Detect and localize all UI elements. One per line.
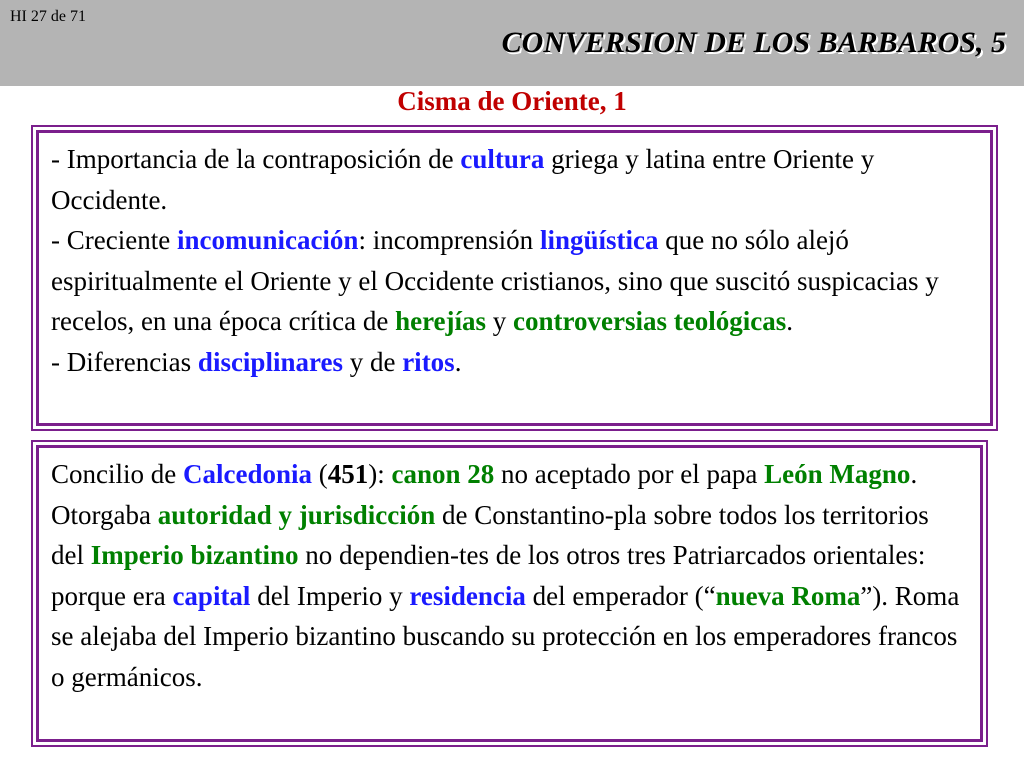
causes-box <box>36 130 993 426</box>
text-run: no dependien-tes de los otros tres Patriarcados orientales: porque era <box>51 540 926 611</box>
text-run: griega y latina entre Oriente y Occidente. <box>51 144 875 215</box>
text-run: . Otorgaba <box>51 459 918 530</box>
cause-culture <box>51 139 978 220</box>
text-run: ”). Roma se alejaba del Imperio bizantino buscando su protección en los emperadores francos o germánicos. <box>51 580 960 692</box>
highlight-incomunicacion: incomunicación <box>176 225 359 255</box>
highlight-year: 451 <box>327 459 369 489</box>
text-run: ): <box>368 459 392 489</box>
text-run: de Constantino-pla sobre todos los territorios del <box>51 499 929 570</box>
highlight-controversias: controversias teológicas <box>513 306 787 336</box>
text-run: y de <box>342 346 403 377</box>
highlight-canon: canon 28 <box>391 459 495 489</box>
highlight-calcedonia: Calcedonia <box>182 459 312 489</box>
highlight-herejias: herejías <box>395 306 487 336</box>
text-run: no aceptado por el papa <box>494 459 765 489</box>
highlight-nueva-roma: nueva Roma <box>715 580 861 611</box>
text-run: . <box>454 346 462 377</box>
text-run: y <box>486 306 514 336</box>
slide-number: HI 27 de 71 <box>10 8 86 25</box>
highlight-autoridad: autoridad y jurisdicción <box>157 499 436 530</box>
highlight-capital: capital <box>172 580 251 611</box>
text-run: que no sólo alejó espiritualmente el Oriente y el Occidente cristianos, sino que suscitó suspicacias y recelos, en una época crítica de <box>51 225 939 336</box>
highlight-linguistica: lingüística <box>539 225 659 255</box>
cause-communication <box>51 220 978 342</box>
text-run: . <box>786 306 793 336</box>
slide-header <box>0 0 1024 86</box>
highlight-imperio-bizantino: Imperio bizantino <box>90 540 299 570</box>
slide-title: CONVERSION DE LOS BARBAROS, 5 <box>501 26 1006 59</box>
highlight-ritos: ritos <box>402 346 455 377</box>
slide-subtitle: Cisma de Oriente, 1 <box>397 86 627 116</box>
council-paragraph <box>51 454 968 697</box>
text-run: - Diferencias <box>51 346 198 377</box>
cause-rites <box>51 342 978 383</box>
highlight-disciplinares: disciplinares <box>197 346 343 377</box>
highlight-residencia: residencia <box>409 580 526 611</box>
text-run: del Imperio y <box>250 580 410 611</box>
council-box <box>36 445 983 742</box>
text-run: - Importancia de la contraposición de <box>51 144 461 174</box>
text-run: Concilio de <box>51 459 183 489</box>
text-run: del emperador (“ <box>525 580 716 611</box>
highlight-leon-magno: León Magno <box>764 459 911 489</box>
text-run: : incomprensión <box>358 225 540 255</box>
text-run: ( <box>312 459 328 489</box>
text-run: - Creciente <box>51 225 177 255</box>
highlight-cultura: cultura <box>460 144 545 174</box>
